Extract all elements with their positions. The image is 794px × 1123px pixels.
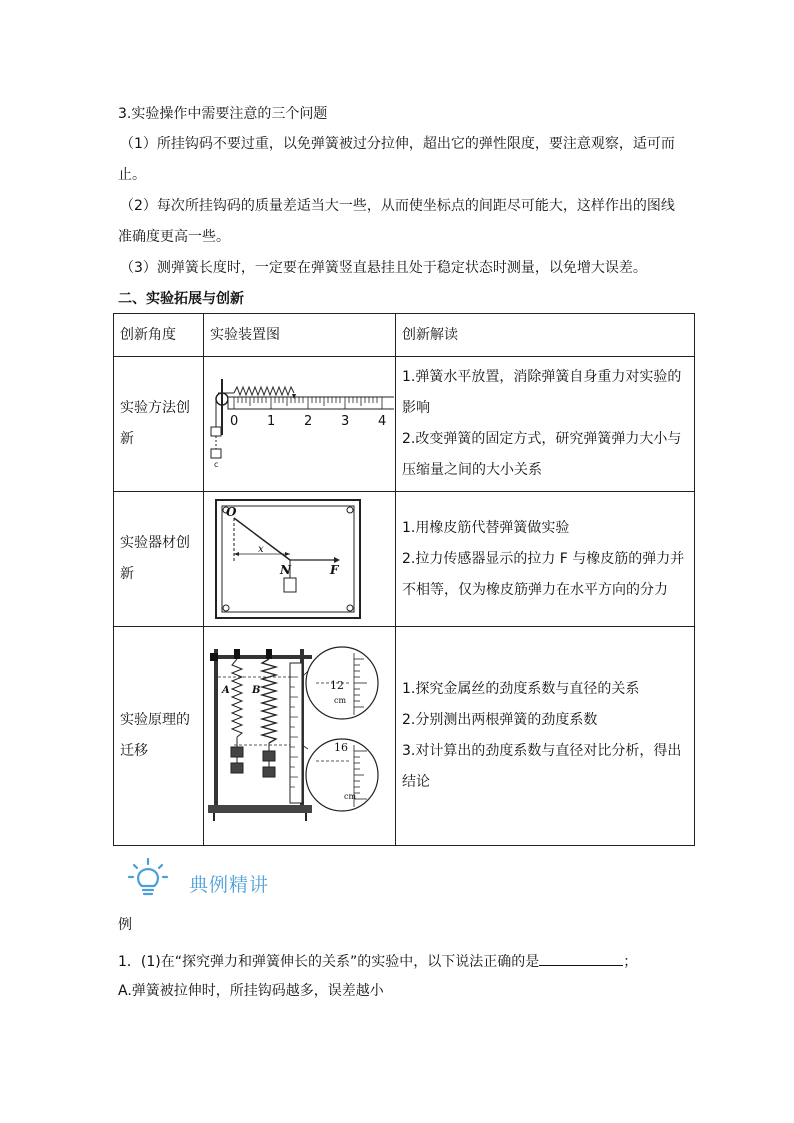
reading-12: 12 [330, 679, 344, 692]
row1-angle-line1: 实验方法创 [120, 400, 190, 416]
item2-line1: （2）每次所挂钩码的质量差适当大一些，从而使坐标点的间距尽可能大，这样作出的图线 [120, 198, 675, 214]
row1-line1: 1.弹簧水平放置，消除弹簧自身重力对实验的 [402, 369, 682, 385]
row1-angle [114, 357, 204, 492]
table-row [114, 357, 695, 492]
row2-figure-cell [204, 492, 396, 627]
row2-angle-line2: 新 [120, 566, 134, 582]
row1-line2: 影响 [402, 400, 430, 416]
item1-line1: （1）所挂钩码不要过重，以免弹簧被过分拉伸，超出它的弹性限度，要注意观察，适可而 [120, 136, 675, 152]
unit-cm-2: cm [344, 792, 357, 801]
rubber-band-board [204, 492, 394, 626]
innovation-table [113, 313, 695, 846]
row1-line4: 压缩量之间的大小关系 [402, 462, 542, 478]
row2-angle [114, 492, 204, 627]
table-header-row [114, 314, 695, 357]
section3-title: 3.实验操作中需要注意的三个问题 [118, 106, 328, 122]
lightbulb-icon [126, 856, 170, 900]
row1-figure-cell [204, 357, 396, 492]
ruler-tick-0: 0 [230, 414, 239, 429]
row1-angle-line2: 新 [120, 431, 134, 447]
row3-line4: 结论 [402, 774, 430, 790]
header-reading: 创新解读 [396, 314, 695, 357]
row2-angle-line1: 实验器材创 [120, 535, 190, 551]
item3: （3）测弹簧长度时，一定要在弹簧竖直悬挂且处于稳定状态时测量，以免增大误差。 [120, 260, 647, 276]
unit-cm-1: cm [334, 696, 347, 705]
ruler-tick-1: 1 [267, 414, 276, 429]
row2-line3: 不相等，仅为橡皮筋弹力在水平方向的分力 [402, 581, 668, 598]
ruler-tick-3: 3 [341, 414, 350, 429]
table-row [114, 627, 695, 846]
two-springs-apparatus [204, 627, 394, 845]
svg-text:c: c [214, 460, 219, 469]
row3-angle-line1: 实验原理的 [120, 712, 190, 728]
label-n: N [280, 563, 291, 577]
horizontal-spring-apparatus [204, 357, 394, 491]
item1-line2: 止。 [118, 167, 146, 183]
ruler-tick-2: 2 [304, 414, 313, 429]
row3-angle [114, 627, 204, 846]
question-1-prefix: 1．(1)在“探究弹力和弹簧伸长的关系”的实验中，以下说法正确的是 [118, 954, 540, 970]
row3-line3: 3.对计算出的劲度系数与直径对比分析，得出 [402, 743, 682, 759]
table-row [114, 492, 695, 627]
row2-line1: 1.用橡皮筋代替弹簧做实验 [402, 519, 570, 536]
ruler-tick-4: 4 [378, 414, 387, 429]
question-1 [118, 951, 637, 972]
label-b: B [252, 685, 261, 696]
question-1-suffix: ； [623, 954, 638, 970]
header-figure: 实验装置图 [204, 314, 396, 357]
examples-banner-title: 典例精讲 [189, 874, 270, 896]
label-x: x [258, 544, 264, 555]
option-a: A.弹簧被拉伸时，所挂钩码越多，误差越小 [118, 983, 384, 999]
label-o: O [226, 505, 237, 519]
label-f: F [330, 563, 339, 577]
row3-angle-line2: 迁移 [120, 743, 148, 759]
row3-line2: 2.分别测出两根弹簧的劲度系数 [402, 712, 598, 728]
row1-line3: 2.改变弹簧的固定方式，研究弹簧弹力大小与 [402, 431, 682, 447]
item2-line2: 准确度更高一些。 [118, 229, 230, 245]
header-angle: 创新角度 [114, 314, 204, 357]
row2-reading [396, 492, 695, 627]
label-a: A [222, 685, 230, 696]
reading-16: 16 [334, 741, 348, 754]
row3-reading [396, 627, 695, 846]
row2-line2: 2.拉力传感器显示的拉力 F 与橡皮筋的弹力并 [402, 550, 685, 567]
row1-reading [396, 357, 695, 492]
row3-line1: 1.探究金属丝的劲度系数与直径的关系 [402, 681, 640, 697]
row3-figure-cell [204, 627, 396, 846]
answer-blank[interactable] [539, 951, 623, 966]
section-two-heading: 二、实验拓展与创新 [118, 291, 244, 307]
example-label: 例 [118, 917, 132, 933]
